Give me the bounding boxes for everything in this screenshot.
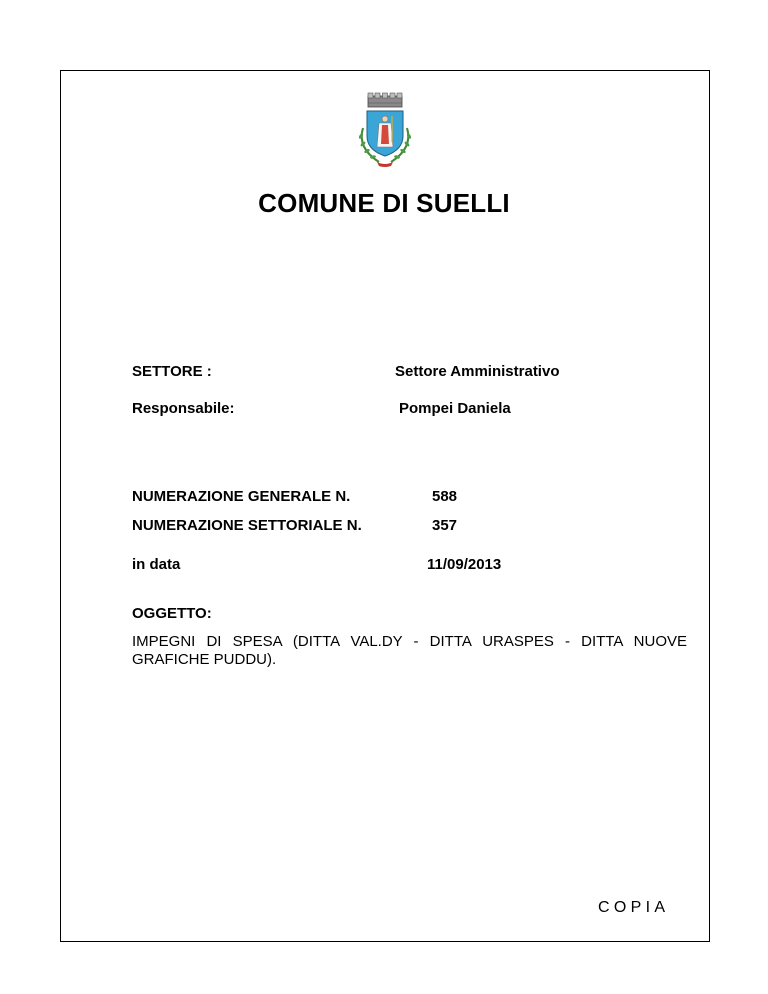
subject-label: OGGETTO: [132, 605, 212, 622]
responsabile-value: Pompei Daniela [399, 400, 511, 417]
num-generale-value: 588 [432, 488, 458, 505]
responsabile-label: Responsabile: [132, 400, 235, 417]
data-label: in data [132, 556, 181, 573]
num-settoriale-label: NUMERAZIONE SETTORIALE N. [132, 517, 362, 534]
settore-label: SETTORE : [132, 363, 212, 380]
data-value: 11/09/2013 [427, 556, 502, 573]
copy-mark: COPIA [598, 899, 670, 916]
municipality-title: COMUNE DI SUELLI [258, 188, 510, 218]
num-settoriale-value: 357 [432, 517, 458, 534]
settore-value: Settore Amministrativo [395, 363, 560, 380]
num-generale-label: NUMERAZIONE GENERALE N. [132, 488, 351, 505]
subject-text: IMPEGNI DI SPESA (DITTA VAL.DY - DITTA URASPES - DITTA NUOVE GRAFICHE PUDDU). [132, 633, 687, 668]
municipal-coat-of-arms-icon [345, 92, 425, 170]
